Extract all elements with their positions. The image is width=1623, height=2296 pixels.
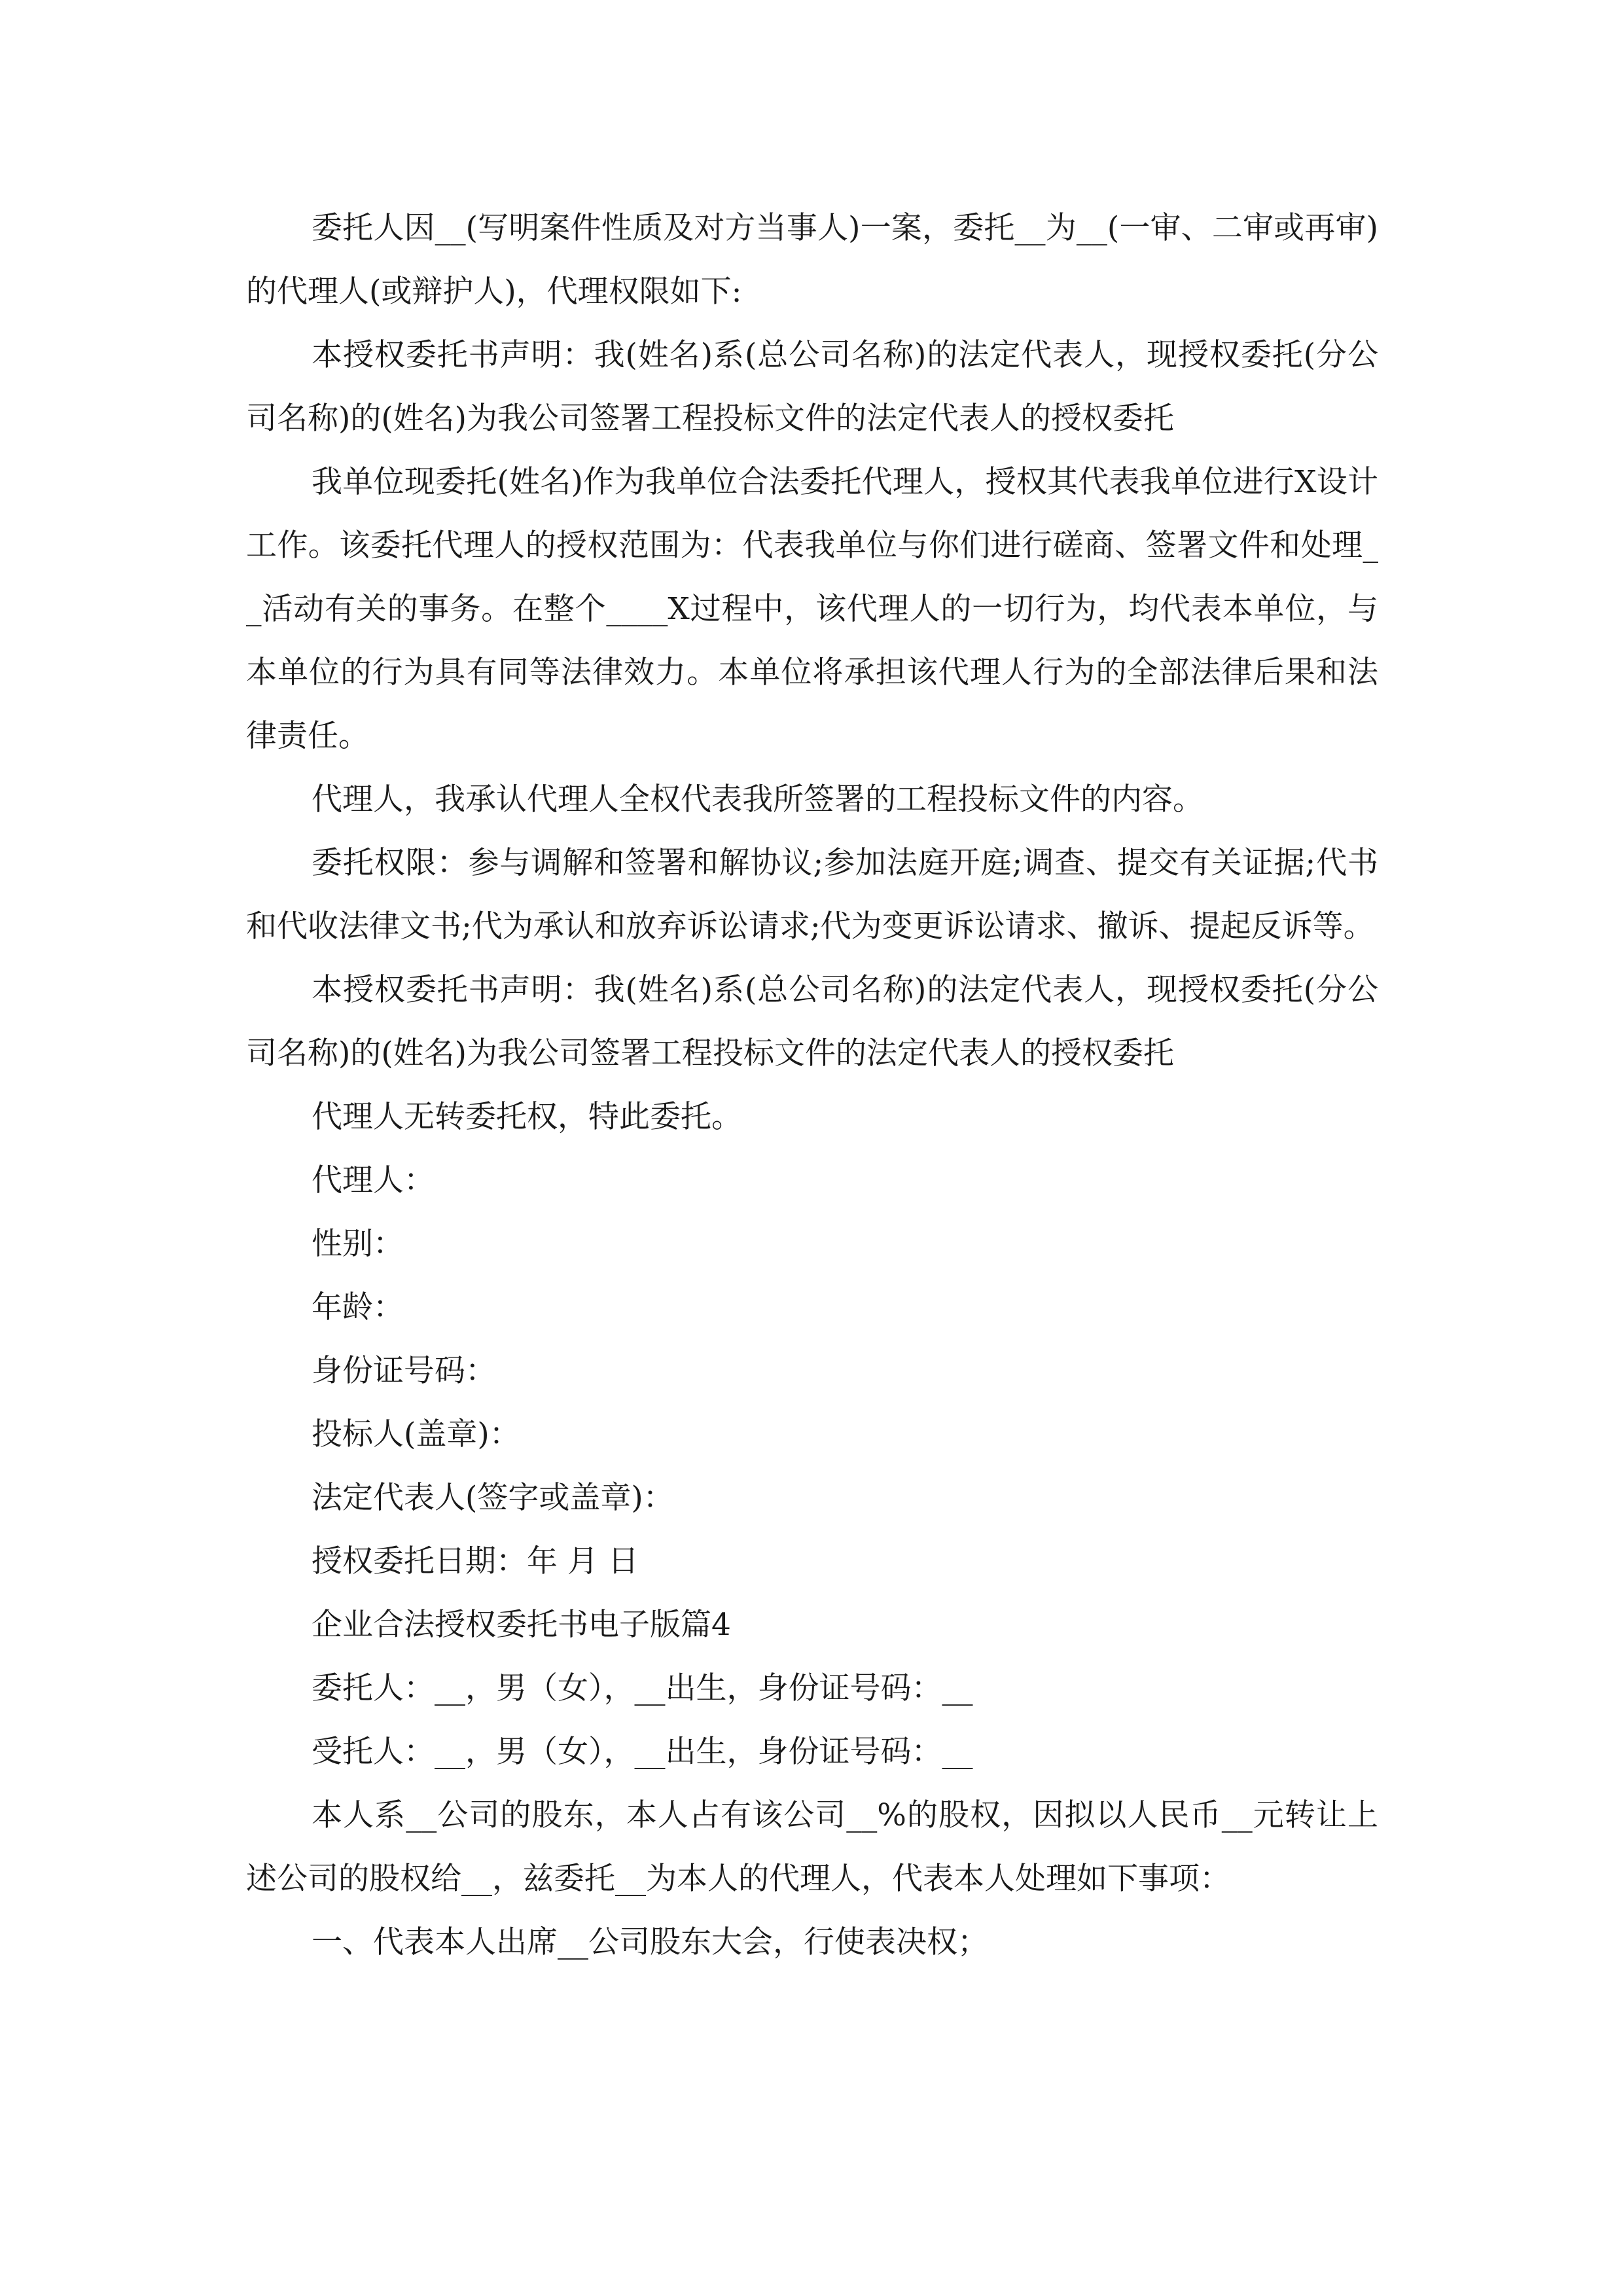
paragraph-agent-scope: 我单位现委托(姓名)作为我单位合法委托代理人，授权其代表我单位进行X设计工作。该委托代理人的授权范围为：代表我单位与你们进行磋商、签署文件和处理__活动有关的事务。在整个____X过程中，该代理人的一切行为，均代表本单位，与本单位的行为具有同等法律效力。本单位将承担该代理人行为的全部法律后果和法律责任。 [246, 464, 1378, 754]
field-gender: 性别： [312, 1226, 404, 1262]
field-id-number: 身份证号码： [312, 1353, 496, 1389]
list-item-one: 一、代表本人出席__公司股东大会，行使表决权； [312, 1924, 988, 1960]
document-page [246, 196, 1378, 1974]
field-bidder-seal: 投标人(盖章)： [312, 1416, 520, 1452]
field-agent: 代理人： [312, 1162, 435, 1198]
field-trustee: 受托人：__，男（女），__出生，身份证号码：__ [312, 1734, 973, 1770]
field-authorization-date: 授权委托日期：年 月 日 [312, 1543, 639, 1579]
paragraph-shareholder-statement: 本人系__公司的股东，本人占有该公司__%的股权，因拟以人民币__元转让上述公司的股权给__，兹委托__为本人的代理人，代表本人处理如下事项： [246, 1797, 1378, 1897]
paragraph-authorization-statement: 本授权委托书声明：我(姓名)系(总公司名称)的法定代表人，现授权委托(分公司名称)的(姓名)为我公司签署工程投标文件的法定代表人的授权委托 [246, 337, 1378, 437]
paragraph-no-sub-delegation: 代理人无转委托权，特此委托。 [312, 1099, 742, 1135]
section-heading: 企业合法授权委托书电子版篇4 [312, 1607, 731, 1643]
field-principal: 委托人：__，男（女），__出生，身份证号码：__ [312, 1670, 973, 1706]
paragraph-authorization-statement-repeat: 本授权委托书声明：我(姓名)系(总公司名称)的法定代表人，现授权委托(分公司名称)的(姓名)为我公司签署工程投标文件的法定代表人的授权委托 [246, 972, 1378, 1071]
paragraph-entrustment-authority: 委托权限：参与调解和签署和解协议;参加法庭开庭;调查、提交有关证据;代书和代收法律文书;代为承认和放弃诉讼请求;代为变更诉讼请求、撤诉、提起反诉等。 [246, 845, 1378, 944]
paragraph-agent-acknowledgement: 代理人，我承认代理人全权代表我所签署的工程投标文件的内容。 [312, 781, 1204, 817]
paragraph-case-entrustment: 委托人因__(写明案件性质及对方当事人)一案，委托__为__(一审、二审或再审)的代理人(或辩护人)，代理权限如下: [246, 210, 1378, 310]
field-legal-representative: 法定代表人(签字或盖章)： [312, 1480, 674, 1516]
field-age: 年龄： [312, 1289, 404, 1325]
